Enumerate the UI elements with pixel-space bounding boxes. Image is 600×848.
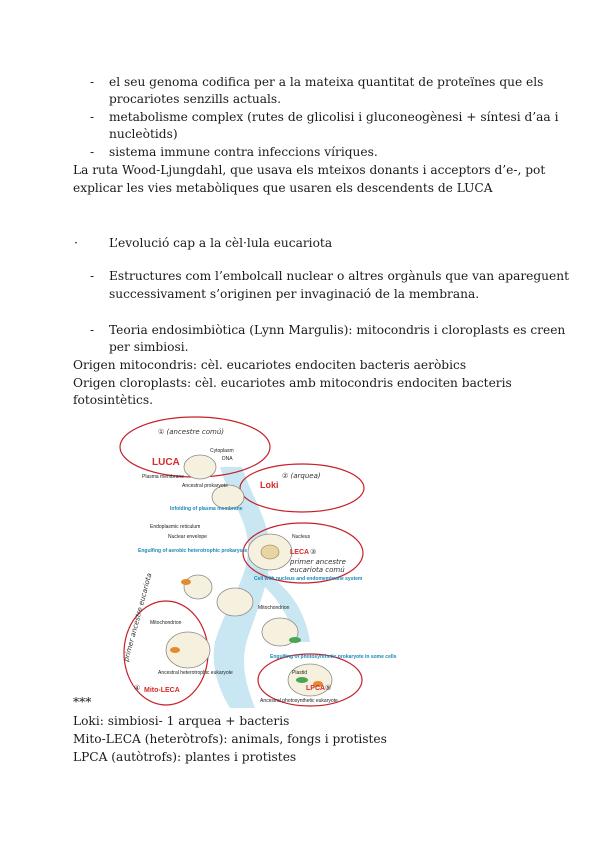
- bullet-dash: -: [90, 75, 95, 89]
- mito-num: ④: [134, 684, 141, 692]
- label-plastid: Plastid: [292, 670, 308, 676]
- paragraph-line: La ruta Wood-Ljungdahl, que usava els mteixos donants i acceptors d’e-, pot: [73, 163, 546, 177]
- paragraph-line: Origen cloroplasts: cèl. eucariotes amb mitocondris endociten bacteris: [73, 376, 512, 390]
- note-line: LPCA (autòtrofs): plantes i protistes: [73, 750, 297, 764]
- mito-leca-label: Mito-LECA: [144, 687, 180, 694]
- bullet-text: Teoria endosimbiòtica (Lynn Margulis): mitocondris i cloroplasts es creen: [109, 323, 566, 337]
- label-mitochondrion: Mitochondrion: [258, 605, 290, 611]
- plastid-shape: [296, 677, 308, 683]
- bullet-text: nucleòtids): [109, 127, 178, 141]
- lpca-label: LPCA: [306, 685, 326, 692]
- leca-label: LECA: [290, 549, 310, 556]
- bullet-dash: -: [90, 110, 95, 124]
- leca-num: ③: [310, 548, 317, 556]
- label-engulf-aerobic: Engulfing of aerobic heterotrophic prokaryote: [138, 548, 248, 554]
- endosymbiosis-figure: [120, 412, 397, 708]
- mitochondrion-shape: [181, 579, 191, 585]
- bullet-text: metabolisme complex (rutes de glicolisi i gluconeogènesi + síntesi d’aa i: [109, 110, 559, 124]
- bullet-dash: -: [90, 323, 95, 337]
- chloroplast-shape: [289, 637, 301, 643]
- cell-luca: [184, 455, 216, 479]
- loki-note: ② (arquea): [282, 472, 321, 480]
- label-cell-nucleus: Cell with nucleus and endomembrane system: [254, 576, 363, 582]
- paragraph-line: fotosintètics.: [73, 393, 153, 407]
- loki-label: Loki: [260, 480, 279, 490]
- paragraph-line: explicar les vies metabòliques que usaren els descendents de LUCA: [73, 181, 493, 195]
- label-ancestral-heterotroph: Ancestral heterotrophic eukaryote: [158, 670, 233, 676]
- bullet-dash: -: [90, 269, 95, 283]
- luca-note: ① (ancestre comú): [158, 428, 225, 436]
- section-title: L’evolució cap a la cèl·lula eucariota: [109, 236, 333, 250]
- section-bullet: ·: [74, 236, 78, 250]
- cell-engulfing: [184, 575, 212, 599]
- stars: ***: [73, 695, 92, 709]
- note-line: Loki: simbiosi- 1 arquea + bacteris: [73, 714, 290, 728]
- side-note: primer ancestre eucariota: [122, 572, 154, 663]
- bullet-text: el seu genoma codifica per a la mateixa quantitat de proteïnes que els: [109, 75, 544, 89]
- leca-note-1: primer ancestre: [290, 558, 346, 566]
- mitochondrion-shape: [170, 647, 180, 653]
- bullet-text: procariotes senzills actuals.: [109, 92, 282, 106]
- label-engulf-photo: Engulfing of photosynthetic prokaryote in some cells: [270, 654, 397, 660]
- label-cytoplasm: Cytoplasm: [210, 448, 234, 454]
- note-line: Mito-LECA (heteròtrofs): animals, fongs i protistes: [73, 732, 387, 746]
- leca-note-2: eucariota comú: [290, 566, 345, 574]
- bullet-text: successivament s’originen per invaginació de la membrana.: [109, 287, 480, 301]
- label-ancestral-prokaryote: Ancestral prokaryote: [182, 483, 228, 489]
- bullet-text: per simbiosi.: [109, 340, 189, 354]
- luca-label: LUCA: [152, 457, 180, 468]
- label-mitochondrion-2: Mitochondrion: [150, 620, 182, 626]
- label-dna: DNA: [222, 456, 233, 462]
- bullet-text: Estructures com l’embolcall nuclear o altres orgànuls que van apareguent: [109, 269, 569, 283]
- label-plasma-membrane: Plasma membrane: [142, 474, 184, 480]
- paragraph-line: Origen mitocondris: cèl. eucariotes endociten bacteris aeròbics: [73, 358, 467, 372]
- label-er: Endoplasmic reticulum: [150, 524, 201, 530]
- lpca-num: ⑤: [325, 684, 332, 692]
- nucleus-shape: [261, 545, 279, 559]
- bullet-dash: -: [90, 145, 95, 159]
- label-ancestral-photo: Ancestral photosynthetic eukaryote: [260, 698, 338, 704]
- bullet-text: sistema immune contra infeccions víriques.: [109, 145, 378, 159]
- label-nucleus: Nucleus: [292, 534, 311, 540]
- cell-nucleus: [217, 588, 253, 616]
- label-infolding: Infolding of plasma membrane: [170, 506, 243, 512]
- label-nuclear-envelope: Nuclear envelope: [168, 534, 207, 540]
